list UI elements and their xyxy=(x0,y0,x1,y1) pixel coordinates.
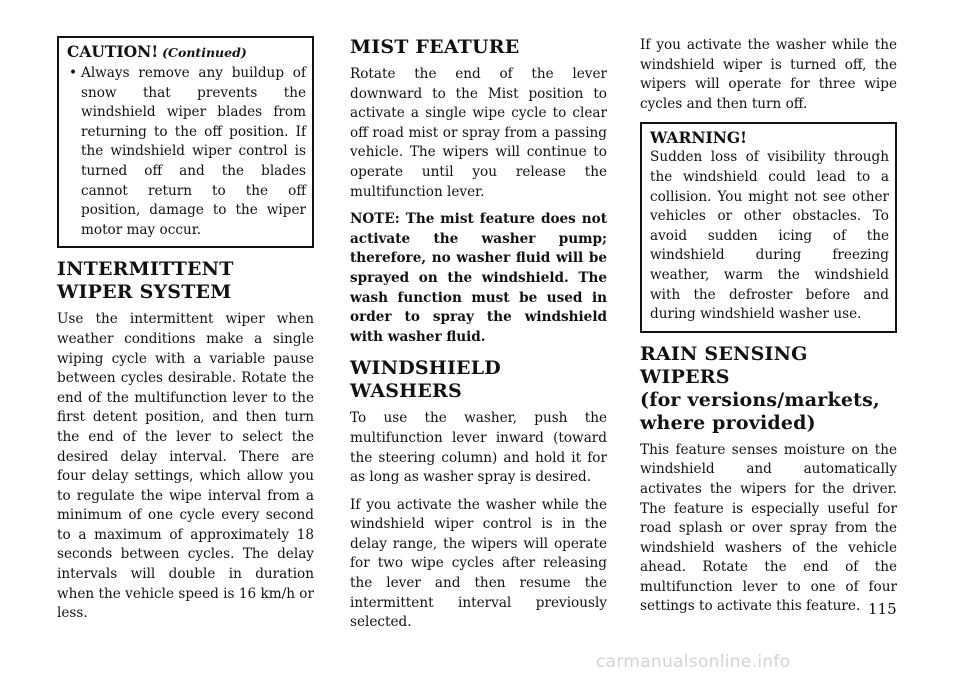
warning-box xyxy=(640,122,897,332)
washers-body-3: If you activate the washer while the windshield wiper is turned off, the wipers will operate for three wipe cycles and then turn off. xyxy=(640,37,897,112)
page-number: 115 xyxy=(868,600,897,618)
washers-heading: WINDSHIELD WASHERS xyxy=(350,357,501,403)
column-right xyxy=(640,36,897,625)
column-middle xyxy=(350,36,607,641)
caution-continued: (Continued) xyxy=(162,45,247,60)
mist-note: NOTE: The mist feature does not activate the washer pump; therefore, no washer fluid will be sprayed on the windshield. The wash function must be used in order to spray the windshield with washer fluid. xyxy=(350,211,607,345)
warning-title: WARNING! xyxy=(650,128,747,148)
caution-label: CAUTION! xyxy=(67,42,159,61)
rain-heading-main: RAIN SENSING WIPERS xyxy=(640,342,808,388)
caution-box xyxy=(57,36,314,248)
intermittent-body: Use the intermittent wiper when weather conditions make a single wiping cycle with a variable pause between cycles desirable. Rotate the end of the multifunction lever to the first detent position, and then turn the end of the lever to select the desired delay interval. There are four delay settings, which allow you to regulate the wipe interval from a minimum of one cycle every second to a maximum of approximately 18 seconds between cycles. The delay intervals will double in duration when the vehicle speed is 16 km/h or less. xyxy=(57,311,314,622)
watermark: carmanualsonline.info xyxy=(596,652,791,672)
caution-bullets xyxy=(67,64,306,240)
rain-heading xyxy=(640,343,897,435)
rain-body: This feature senses moisture on the windshield and automatically activates the wipers for the driver. The feature is especially useful for road splash or over spray from the windshield washers of the vehicle ahead. Rotate the end of the multifunction lever to one of four settings to activate this feature. xyxy=(640,441,897,615)
warning-text: Sudden loss of visibility through the windshield could lead to a collision. You might not see other vehicles or other obstacles. To avoid sudden icing of the windshield during freezing weather, warm the windshield with the defroster before and during windshield washer use. xyxy=(650,149,889,323)
column-left xyxy=(57,36,314,632)
caution-bullet: • Always remove any buildup of snow that prevents the windshield wiper blades from returning to the off position. If the windshield wiper control is turned off and the blades cannot return to the off position, damage to the wiper motor may occur. xyxy=(81,64,306,240)
caution-title xyxy=(67,42,306,62)
rain-heading-sub: (for versions/markets, where provided) xyxy=(640,388,880,434)
mist-heading: MIST FEATURE xyxy=(350,36,520,58)
washers-body-1: To use the washer, push the multifunction lever inward (toward the steering column) and hold it for as long as washer spray is desired. xyxy=(350,410,607,486)
mist-body: Rotate the end of the lever downward to the Mist position to activate a single wipe cycle to clear off road mist or spray from a passing vehicle. The wipers will continue to operate until you release the multifunction lever. xyxy=(350,66,607,200)
intermittent-heading: INTERMITTENT WIPER SYSTEM xyxy=(57,258,234,304)
washers-body-2: If you activate the washer while the windshield wiper control is in the delay range, the wipers will operate for two wipe cycles after releasing the lever and then resume the intermittent interval previously selected. xyxy=(350,496,607,631)
